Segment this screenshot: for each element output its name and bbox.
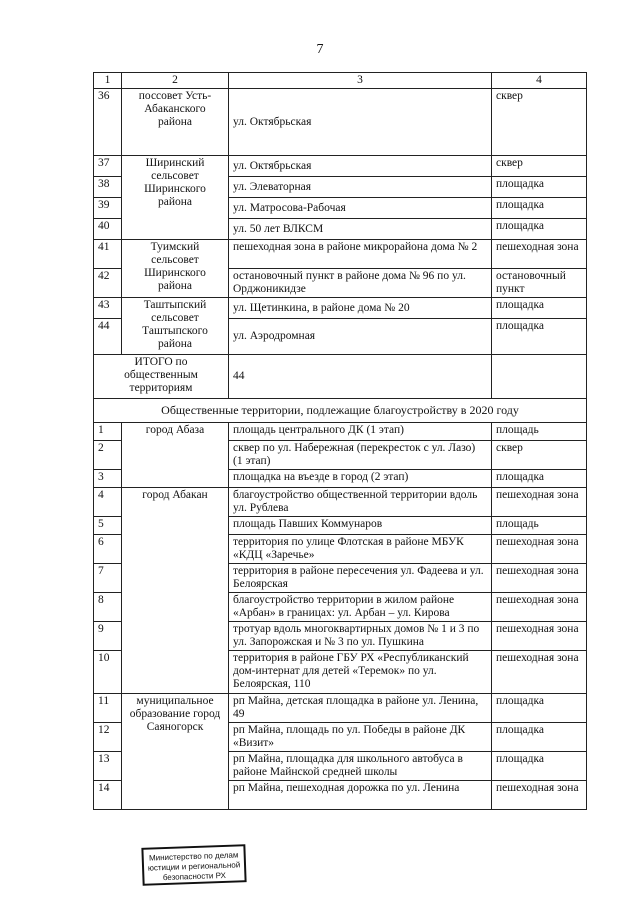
address-cell: тротуар вдоль многоквартирных домов № 1 и 3 по ул. Запорожская и № 3 по ул. Пушкина	[229, 622, 492, 651]
address-cell: остановочный пункт в районе дома № 96 по ул. Орджоникидзе	[229, 269, 492, 298]
ministry-stamp	[141, 844, 246, 886]
header-row	[94, 73, 587, 89]
address-cell: площадь Павших Коммунаров	[229, 517, 492, 535]
address-cell: благоустройство территории в жилом районе «Арбан» в границах: ул. Арбан – ул. Кирова	[229, 593, 492, 622]
row-number: 10	[94, 651, 122, 694]
address-cell: благоустройство общественной территории вдоль ул. Рублева	[229, 488, 492, 517]
header-cell: 4	[492, 73, 587, 89]
row-number: 39	[94, 198, 122, 219]
address-cell: рп Майна, детская площадка в районе ул. Ленина, 49	[229, 694, 492, 723]
type-cell: пешеходная зона	[492, 593, 587, 622]
district-cell: Туимский сельсовет Ширинского района	[122, 240, 229, 298]
row-number: 41	[94, 240, 122, 269]
header-cell: 3	[229, 73, 492, 89]
address-cell: ул. Матросова-Рабочая	[229, 198, 492, 219]
address-cell: ул. 50 лет ВЛКСМ	[229, 219, 492, 240]
table-row	[94, 488, 587, 517]
empty-cell	[492, 355, 587, 399]
address-cell: территория в районе ГБУ РХ «Республиканский дом-интернат для детей «Теремок» по ул. Белоярская, 110	[229, 651, 492, 694]
type-cell: площадка	[492, 319, 587, 355]
total-row	[94, 355, 587, 399]
stamp-line: юстиции и региональной	[147, 860, 241, 873]
table-row	[94, 298, 587, 319]
row-number: 40	[94, 219, 122, 240]
row-number: 5	[94, 517, 122, 535]
row-number: 11	[94, 694, 122, 723]
district-cell: Ширинский сельсовет Ширинского района	[122, 156, 229, 240]
type-cell: сквер	[492, 156, 587, 177]
address-cell: рп Майна, пешеходная дорожка по ул. Ленина	[229, 781, 492, 810]
type-cell: пешеходная зона	[492, 488, 587, 517]
address-cell: территория по улице Флотская в районе МБУК «КДЦ «Заречье»	[229, 535, 492, 564]
row-number: 44	[94, 319, 122, 355]
district-cell: город Абакан	[122, 488, 229, 694]
type-cell: площадка	[492, 198, 587, 219]
territories-table	[93, 72, 587, 810]
type-cell: остановочный пункт	[492, 269, 587, 298]
type-cell: площадь	[492, 423, 587, 441]
type-cell: пешеходная зона	[492, 564, 587, 593]
type-cell: пешеходная зона	[492, 651, 587, 694]
type-cell: сквер	[492, 89, 587, 156]
row-number: 8	[94, 593, 122, 622]
address-cell: площадка на въезде в город (2 этап)	[229, 470, 492, 488]
address-cell: ул. Щетинкина, в районе дома № 20	[229, 298, 492, 319]
address-cell: ул. Элеваторная	[229, 177, 492, 198]
address-cell: рп Майна, площадь по ул. Победы в районе ДК «Визит»	[229, 723, 492, 752]
type-cell: площадка	[492, 694, 587, 723]
type-cell: пешеходная зона	[492, 535, 587, 564]
type-cell: площадка	[492, 723, 587, 752]
type-cell: пешеходная зона	[492, 622, 587, 651]
row-number: 12	[94, 723, 122, 752]
table-row	[94, 156, 587, 177]
row-number: 6	[94, 535, 122, 564]
row-number: 2	[94, 441, 122, 470]
header-cell: 2	[122, 73, 229, 89]
type-cell: сквер	[492, 441, 587, 470]
address-cell: ул. Аэродромная	[229, 319, 492, 355]
section-title: Общественные территории, подлежащие благоустройству в 2020 году	[94, 399, 587, 423]
address-cell: ул. Октябрьская	[229, 156, 492, 177]
row-number: 38	[94, 177, 122, 198]
district-cell: Таштыпский сельсовет Таштыпского района	[122, 298, 229, 355]
row-number: 13	[94, 752, 122, 781]
district-cell: поссовет Усть-Абаканского района	[122, 89, 229, 156]
row-number: 1	[94, 423, 122, 441]
address-cell: площадь центрального ДК (1 этап)	[229, 423, 492, 441]
row-number: 14	[94, 781, 122, 810]
address-cell: рп Майна, площадка для школьного автобуса в районе Майнской средней школы	[229, 752, 492, 781]
district-cell: муниципальное образование город Саяногорск	[122, 694, 229, 810]
type-cell: площадка	[492, 298, 587, 319]
row-number: 43	[94, 298, 122, 319]
type-cell: пешеходная зона	[492, 240, 587, 269]
district-cell: город Абаза	[122, 423, 229, 488]
type-cell: площадка	[492, 177, 587, 198]
stamp-line: безопасности РХ	[162, 870, 227, 883]
table-row	[94, 423, 587, 441]
total-label: ИТОГО по общественным территориям	[94, 355, 229, 399]
row-number: 36	[94, 89, 122, 156]
row-number: 3	[94, 470, 122, 488]
type-cell: пешеходная зона	[492, 781, 587, 810]
type-cell: площадка	[492, 470, 587, 488]
section-row	[94, 399, 587, 423]
type-cell: площадка	[492, 219, 587, 240]
type-cell: площадь	[492, 517, 587, 535]
address-cell: территория в районе пересечения ул. Фадеева и ул. Белоярская	[229, 564, 492, 593]
address-cell: ул. Октябрьская	[229, 89, 492, 156]
table-row	[94, 89, 587, 156]
row-number: 42	[94, 269, 122, 298]
address-cell: пешеходная зона в районе микрорайона дома № 2	[229, 240, 492, 269]
header-cell: 1	[94, 73, 122, 89]
row-number: 37	[94, 156, 122, 177]
total-value: 44	[229, 355, 492, 399]
type-cell: площадка	[492, 752, 587, 781]
table-row	[94, 240, 587, 269]
page-number: 7	[316, 42, 324, 57]
row-number: 9	[94, 622, 122, 651]
row-number: 4	[94, 488, 122, 517]
address-cell: сквер по ул. Набережная (перекресток с ул. Лазо) (1 этап)	[229, 441, 492, 470]
row-number: 7	[94, 564, 122, 593]
stamp-line: Министерство по делам	[148, 850, 239, 863]
table-row	[94, 694, 587, 723]
